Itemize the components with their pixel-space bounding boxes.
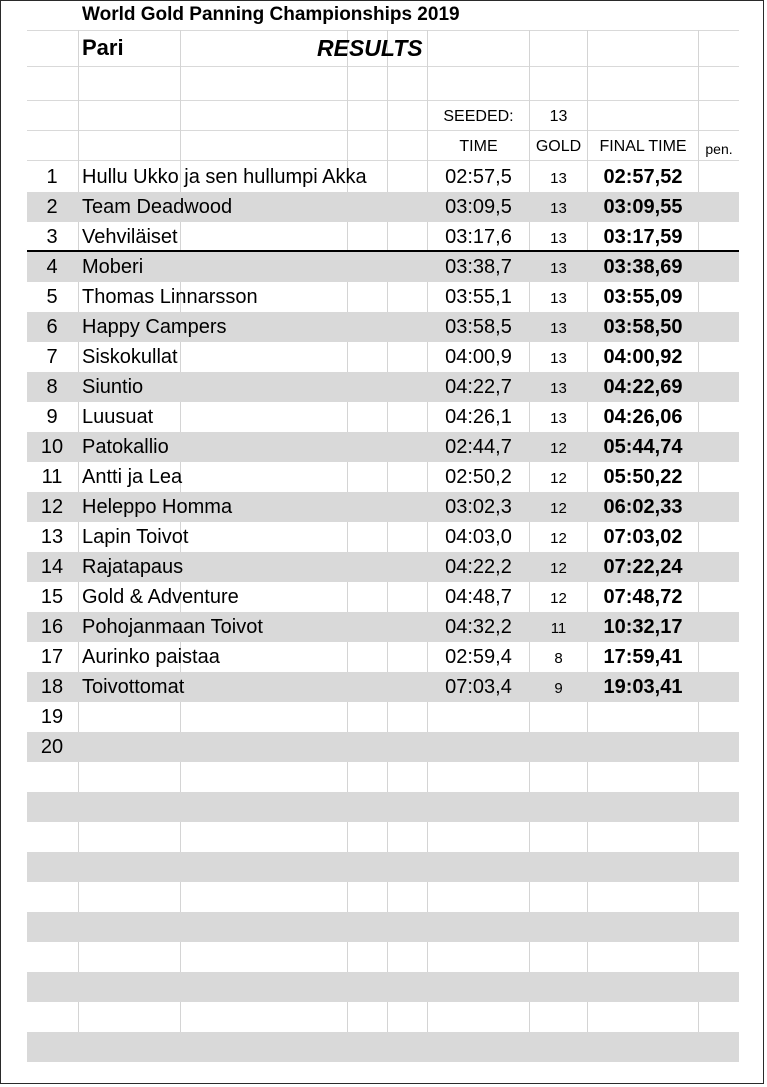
table-row xyxy=(27,822,739,852)
team-name-cell xyxy=(82,702,382,732)
table-row xyxy=(27,222,739,252)
table-row xyxy=(27,942,739,972)
gold-cell: 12 xyxy=(550,500,567,517)
time-cell: 03:02,3 xyxy=(445,496,512,518)
time-cell: 03:58,5 xyxy=(445,316,512,338)
final-time-cell xyxy=(588,702,698,732)
gold-cell: 12 xyxy=(550,470,567,487)
final-time-cell: 02:57,52 xyxy=(603,166,683,188)
results-table xyxy=(27,0,739,1087)
gold-cell: 12 xyxy=(550,440,567,457)
seeded-value: 13 xyxy=(549,108,568,125)
team-name-cell: Patokallio xyxy=(82,436,169,458)
table-row xyxy=(27,552,739,582)
table-row xyxy=(27,192,739,222)
final-time-cell: 06:02,33 xyxy=(603,496,683,518)
rank-cell: 8 xyxy=(46,376,58,398)
rank-cell: 13 xyxy=(40,526,64,548)
table-row xyxy=(27,1002,739,1032)
gold-cell: 13 xyxy=(550,170,567,187)
gold-cell: 9 xyxy=(554,680,563,697)
col-pen-header: pen. xyxy=(705,141,733,157)
time-cell: 04:32,2 xyxy=(445,616,512,638)
team-name-cell: Rajatapaus xyxy=(82,556,184,578)
rank-cell: 3 xyxy=(46,226,58,248)
table-row xyxy=(27,312,739,342)
gold-cell: 13 xyxy=(550,410,567,427)
table-row xyxy=(27,522,739,552)
team-name-cell: Antti ja Lea xyxy=(82,466,183,488)
team-name-cell: Gold & Adventure xyxy=(82,586,239,608)
time-cell: 03:38,7 xyxy=(445,256,512,278)
table-row xyxy=(27,732,739,762)
gold-cell: 12 xyxy=(550,560,567,577)
table-row xyxy=(27,882,739,912)
rank-cell: 12 xyxy=(40,496,64,518)
rank-cell: 5 xyxy=(46,286,58,308)
table-row xyxy=(27,972,739,1002)
team-name-cell: Toivottomat xyxy=(82,676,185,698)
gold-cell xyxy=(530,704,587,734)
category-label: Pari xyxy=(82,35,124,60)
time-cell: 03:09,5 xyxy=(445,196,512,218)
table-row xyxy=(27,762,739,792)
final-time-cell: 05:50,22 xyxy=(603,466,683,488)
table-row xyxy=(27,702,739,732)
rank-cell: 16 xyxy=(40,616,64,638)
table-row xyxy=(27,642,739,672)
time-cell: 04:00,9 xyxy=(445,346,512,368)
gold-cell: 13 xyxy=(550,380,567,397)
gold-cell: 13 xyxy=(550,290,567,307)
table-row xyxy=(27,852,739,882)
final-time-cell: 04:22,69 xyxy=(603,376,683,398)
table-row xyxy=(27,162,739,192)
rank-cell: 20 xyxy=(40,736,64,758)
gold-cell: 13 xyxy=(550,230,567,247)
rank-cell: 11 xyxy=(41,466,63,488)
rank-cell: 9 xyxy=(46,406,58,428)
col-final-header: FINAL TIME xyxy=(599,138,687,155)
team-name-cell: Siuntio xyxy=(82,376,144,398)
final-time-cell: 07:03,02 xyxy=(603,526,683,548)
rank-cell: 7 xyxy=(46,346,58,368)
team-name-cell: Siskokullat xyxy=(82,346,178,368)
final-time-cell: 03:17,59 xyxy=(603,226,683,248)
table-row xyxy=(27,612,739,642)
table-row xyxy=(27,402,739,432)
table-row xyxy=(27,672,739,702)
table-row xyxy=(27,282,739,312)
table-row xyxy=(27,252,739,282)
team-name-cell: Pohojanmaan Toivot xyxy=(82,616,263,638)
page-title: World Gold Panning Championships 2019 xyxy=(82,4,460,25)
top-three-divider xyxy=(27,250,739,252)
table-row xyxy=(27,492,739,522)
time-cell xyxy=(428,732,529,762)
final-time-cell: 19:03,41 xyxy=(603,676,683,698)
table-row xyxy=(27,342,739,372)
table-row xyxy=(27,582,739,612)
table-row xyxy=(27,462,739,492)
gold-cell: 12 xyxy=(550,530,567,547)
time-cell: 04:26,1 xyxy=(445,406,512,428)
rank-cell: 18 xyxy=(40,676,64,698)
rank-cell: 19 xyxy=(40,706,64,728)
seeded-label: SEEDED: xyxy=(443,108,514,125)
table-row xyxy=(27,1032,739,1062)
final-time-cell: 07:48,72 xyxy=(603,586,683,608)
final-time-cell: 10:32,17 xyxy=(603,616,683,638)
rank-cell: 2 xyxy=(46,196,58,218)
team-name-cell: Moberi xyxy=(82,256,144,278)
final-time-cell: 03:09,55 xyxy=(603,196,683,218)
table-row xyxy=(27,372,739,402)
time-cell xyxy=(428,702,529,732)
team-name-cell: Team Deadwood xyxy=(82,196,233,218)
table-row xyxy=(27,912,739,942)
team-name-cell: Aurinko paistaa xyxy=(82,646,220,668)
team-name-cell: Vehviläiset xyxy=(82,226,178,248)
team-name-cell xyxy=(82,732,382,762)
gold-cell: 13 xyxy=(550,260,567,277)
rank-cell: 6 xyxy=(46,316,58,338)
table-row xyxy=(27,432,739,462)
rank-cell: 10 xyxy=(40,436,64,458)
time-cell: 04:48,7 xyxy=(445,586,512,608)
time-cell: 03:55,1 xyxy=(445,286,512,308)
rank-cell: 1 xyxy=(46,166,58,188)
final-time-cell: 05:44,74 xyxy=(603,436,683,458)
team-name-cell: Lapin Toivot xyxy=(82,526,189,548)
final-time-cell: 17:59,41 xyxy=(603,646,683,668)
col-gold-header: GOLD xyxy=(535,138,582,155)
gold-cell: 13 xyxy=(550,320,567,337)
results-heading: RESULTS xyxy=(317,35,423,61)
gold-cell: 11 xyxy=(550,620,567,637)
team-name-cell: Luusuat xyxy=(82,406,154,428)
time-cell: 04:22,7 xyxy=(445,376,512,398)
rank-cell: 4 xyxy=(46,256,58,278)
team-name-cell: Happy Campers xyxy=(82,316,227,338)
gold-cell: 13 xyxy=(550,350,567,367)
gold-cell: 8 xyxy=(554,650,563,667)
col-time-header: TIME xyxy=(459,138,498,155)
team-name-cell: Heleppo Homma xyxy=(82,496,233,518)
final-time-cell xyxy=(588,732,698,762)
rank-cell: 17 xyxy=(40,646,64,668)
time-cell: 04:03,0 xyxy=(445,526,512,548)
team-name-cell: Thomas Linnarsson xyxy=(82,286,258,308)
gold-cell xyxy=(530,734,587,764)
final-time-cell: 07:22,24 xyxy=(603,556,683,578)
rank-cell: 15 xyxy=(40,586,64,608)
rank-cell: 14 xyxy=(40,556,64,578)
final-time-cell: 04:00,92 xyxy=(603,346,683,368)
team-name-cell: Hullu Ukko ja sen hullumpi Akka xyxy=(82,166,367,188)
time-cell: 02:44,7 xyxy=(445,436,512,458)
time-cell: 02:50,2 xyxy=(445,466,512,488)
final-time-cell: 03:55,09 xyxy=(603,286,683,308)
time-cell: 07:03,4 xyxy=(445,676,512,698)
gold-cell: 13 xyxy=(550,200,567,217)
table-row xyxy=(27,792,739,822)
time-cell: 04:22,2 xyxy=(445,556,512,578)
gold-cell: 12 xyxy=(550,590,567,607)
final-time-cell: 03:38,69 xyxy=(603,256,683,278)
time-cell: 02:57,5 xyxy=(445,166,512,188)
time-cell: 03:17,6 xyxy=(445,226,512,248)
final-time-cell: 04:26,06 xyxy=(603,406,683,428)
final-time-cell: 03:58,50 xyxy=(603,316,683,338)
time-cell: 02:59,4 xyxy=(445,646,512,668)
